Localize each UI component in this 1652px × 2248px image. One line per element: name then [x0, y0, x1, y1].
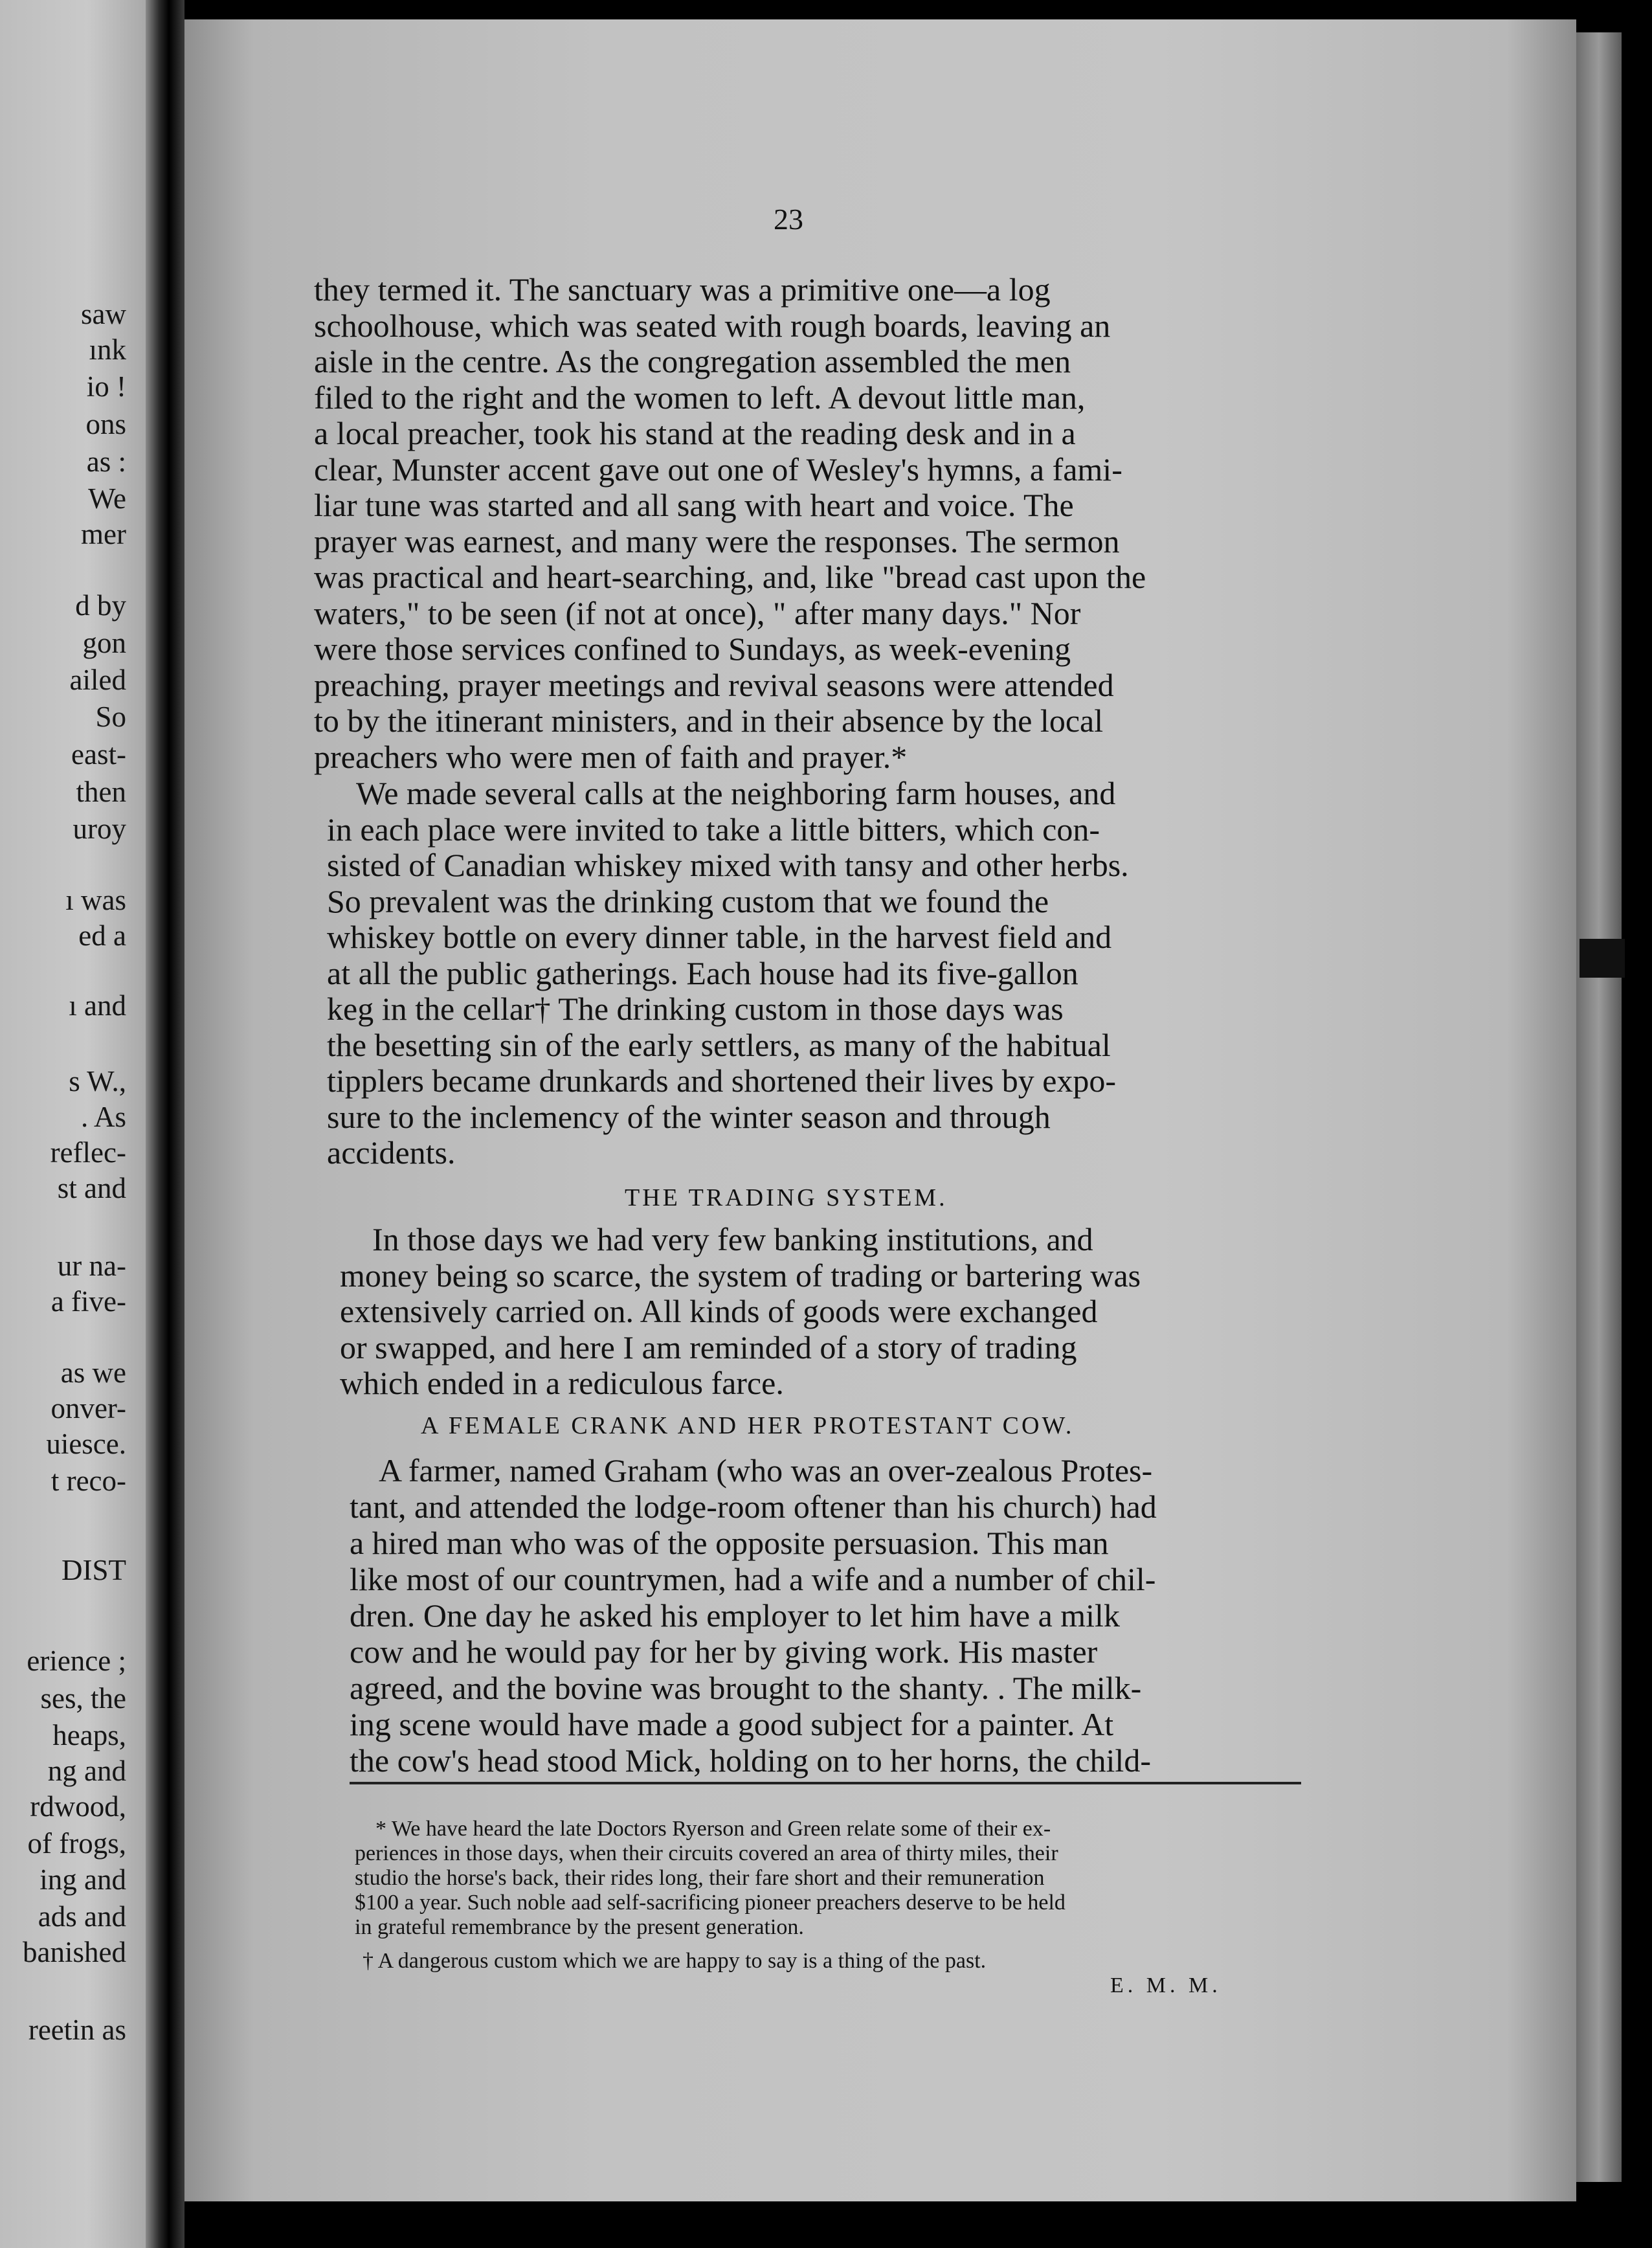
left-page-fragment: t reco- [50, 1465, 126, 1497]
footnote-dangerous-custom: † A dangerous custom which we are happy to say is a thing of the past. [363, 1949, 987, 1973]
text-line: were those services confined to Sundays, as week-evening [314, 631, 1071, 667]
left-page-fragment: ed a [78, 919, 126, 952]
text-line: clear, Munster accent gave out one of Wesley's hymns, a fami- [314, 451, 1122, 488]
left-page-text-fragments [0, 0, 146, 2248]
page-edge-notch [1579, 939, 1625, 978]
left-page-fragment: ailed [69, 664, 126, 696]
footnote-line: * We have heard the late Doctors Ryerson and Green relate some of their ex- [375, 1817, 1051, 1841]
left-page-fragment: ı was [65, 884, 126, 916]
text-line: accidents. [327, 1134, 456, 1171]
left-page-fragment: ur na- [57, 1250, 126, 1282]
book-gutter [146, 0, 184, 2248]
left-page-fragment: s W., [69, 1065, 126, 1097]
page-edge-strip [1576, 32, 1622, 2182]
left-page-fragment: So [95, 701, 126, 733]
left-page-fragment: ng and [47, 1755, 126, 1787]
text-line: sure to the inclemency of the winter season and through [327, 1098, 1051, 1135]
text-line: whiskey bottle on every dinner table, in the harvest field and [327, 919, 1112, 955]
text-line: dren. One day he asked his employer to let him have a milk [350, 1597, 1120, 1634]
text-line: sisted of Canadian whiskey mixed with tansy and other herbs. [327, 847, 1129, 883]
left-page-fragment: heaps, [52, 1719, 126, 1751]
heading-trading-system: THE TRADING SYSTEM. [625, 1184, 948, 1211]
text-line: So prevalent was the drinking custom that we found the [327, 882, 1049, 919]
text-line: cow and he would pay for her by giving work. His master [350, 1634, 1098, 1670]
text-line: to by the itinerant ministers, and in their absence by the local [314, 702, 1104, 739]
left-page-fragment: reetin as [28, 2014, 126, 2046]
text-line: a local preacher, took his stand at the reading desk and in a [314, 415, 1076, 451]
text-line: or swapped, and here I am reminded of a story of trading [340, 1329, 1077, 1366]
text-line: the besetting sin of the early settlers, as many of the habitual [327, 1026, 1111, 1063]
text-line: ing scene would have made a good subject for a painter. At [350, 1706, 1114, 1742]
text-line: was practical and heart-searching, and, like "bread cast upon the [314, 559, 1146, 595]
left-page-fragment: banished [23, 1936, 126, 1968]
left-page-fragment: east- [71, 738, 126, 770]
text-line: filed to the right and the women to left. A devout little man, [314, 379, 1086, 416]
left-page-fragment: reflec- [50, 1136, 126, 1169]
text-line: preachers who were men of faith and prayer.* [314, 738, 908, 775]
text-line: extensively carried on. All kinds of goods were exchanged [340, 1293, 1098, 1329]
text-line: keg in the cellar† The drinking custom in those days was [327, 991, 1064, 1027]
footnote-line: periences in those days, when their circuits covered an area of thirty miles, their [355, 1841, 1058, 1865]
text-line: in each place were invited to take a little bitters, which con- [327, 811, 1100, 848]
text-line: which ended in a rediculous farce. [340, 1365, 784, 1401]
text-line: money being so scarce, the system of trading or bartering was [340, 1257, 1141, 1294]
footnote-line: $100 a year. Such noble aad self-sacrificing pioneer preachers deserve to be held [355, 1891, 1066, 1915]
text-line: the cow's head stood Mick, holding on to her horns, the child- [350, 1742, 1151, 1779]
left-page-fragment: gon [82, 627, 126, 659]
left-page-fragment: rdwood, [30, 1790, 126, 1823]
text-line: schoolhouse, which was seated with rough boards, leaving an [314, 307, 1111, 344]
text-line: they termed it. The sanctuary was a primitive one—a log [314, 271, 1051, 308]
left-page-fragment: saw [81, 298, 126, 330]
footnote-line: studio the horse's back, their rides long, their fare short and their remuneration [355, 1866, 1045, 1890]
footnote-signature: E. M. M. [1110, 1973, 1222, 1997]
left-page-fragment: ı and [69, 989, 126, 1022]
text-line: liar tune was started and all sang with heart and voice. The [314, 487, 1074, 523]
left-page-fragment: d by [75, 589, 126, 622]
left-page-fragment: uiesce. [46, 1428, 126, 1460]
text-line: tant, and attended the lodge-room oftener than his church) had [350, 1489, 1157, 1525]
text-line: aisle in the centre. As the congregation assembled the men [314, 343, 1071, 379]
text-line: In those days we had very few banking institutions, and [372, 1221, 1093, 1257]
text-line: agreed, and the bovine was brought to the shanty. . The milk- [350, 1670, 1142, 1706]
text-line: prayer was earnest, and many were the responses. The sermon [314, 523, 1120, 559]
footnote-divider [350, 1782, 1301, 1784]
left-page-fragment: ses, the [40, 1682, 126, 1714]
left-page-fragment: ınk [89, 333, 126, 366]
left-page-fragment: as we [60, 1356, 126, 1389]
left-page-fragment: We [88, 482, 126, 515]
left-page-fragment: . As [80, 1101, 126, 1133]
text-line: like most of our countrymen, had a wife and a number of chil- [350, 1561, 1156, 1597]
left-page-fragment: then [76, 776, 126, 808]
text-line: tipplers became drunkards and shortened their lives by expo- [327, 1062, 1117, 1099]
text-line: a hired man who was of the opposite persuasion. This man [350, 1525, 1109, 1561]
left-page-fragment: uroy [73, 813, 126, 845]
left-page-fragment: onver- [50, 1392, 126, 1424]
left-page-fragment: a five- [50, 1285, 126, 1318]
left-page-fragment: mer [81, 518, 126, 550]
footnote-line: in grateful remembrance by the present generation. [355, 1915, 804, 1939]
text-line: at all the public gatherings. Each house had its five-gallon [327, 954, 1078, 991]
left-page-fragment: ing and [39, 1863, 126, 1896]
left-page-fragment: ads and [38, 1900, 126, 1933]
left-page-fragment: as : [86, 445, 126, 478]
text-line: We made several calls at the neighboring farm houses, and [356, 775, 1116, 811]
text-line: waters," to be seen (if not at once), " after many days." Nor [314, 594, 1081, 631]
heading-female-crank: A FEMALE CRANK AND HER PROTESTANT COW. [421, 1412, 1075, 1439]
left-facing-page [0, 0, 146, 2248]
left-page-fragment: io ! [86, 370, 126, 403]
left-page-fragment: ons [85, 408, 126, 440]
left-page-fragment: st and [57, 1172, 126, 1204]
text-line: A farmer, named Graham (who was an over-zealous Protes- [379, 1452, 1153, 1489]
page-number: 23 [774, 203, 803, 236]
left-page-fragment: DIST [61, 1554, 126, 1586]
text-line: preaching, prayer meetings and revival seasons were attended [314, 666, 1114, 703]
left-page-fragment: erience ; [27, 1645, 126, 1677]
left-page-fragment: of frogs, [27, 1827, 126, 1860]
